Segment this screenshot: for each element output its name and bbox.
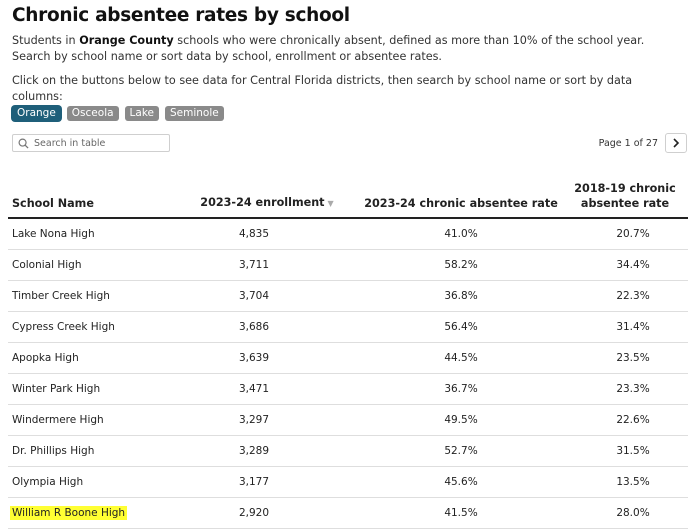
next-page-button[interactable] bbox=[665, 133, 687, 153]
district-button-osceola[interactable]: Osceola bbox=[67, 106, 119, 121]
instructions: Click on the buttons below to see data for Central Florida districts, then search by school name or sort by data columns: bbox=[12, 74, 633, 103]
cell-enrollment: 3,711 bbox=[174, 250, 360, 281]
search-box bbox=[12, 134, 170, 152]
cell-rate-2023-24: 36.7% bbox=[360, 374, 562, 405]
chevron-right-icon bbox=[672, 138, 680, 148]
cell-rate-2018-19: 28.0% bbox=[562, 498, 688, 529]
district-buttons bbox=[12, 106, 224, 121]
cell-enrollment: 3,289 bbox=[174, 436, 360, 467]
table-row bbox=[8, 405, 688, 436]
cell-enrollment: 4,835 bbox=[174, 218, 360, 250]
cell-rate-2023-24: 56.4% bbox=[360, 312, 562, 343]
cell-rate-2023-24: 41.5% bbox=[360, 498, 562, 529]
cell-school: Cypress Creek High bbox=[8, 312, 174, 343]
cell-enrollment: 3,639 bbox=[174, 343, 360, 374]
highlighted-school-name: William R Boone High bbox=[12, 507, 126, 519]
cell-enrollment: 3,177 bbox=[174, 467, 360, 498]
table-row bbox=[8, 374, 688, 405]
district-button-seminole[interactable]: Seminole bbox=[165, 106, 224, 121]
table-row bbox=[8, 467, 688, 498]
cell-rate-2018-19: 23.3% bbox=[562, 374, 688, 405]
column-header-school[interactable]: School Name bbox=[8, 168, 174, 218]
cell-rate-2018-19: 31.4% bbox=[562, 312, 688, 343]
sort-desc-icon: ▼ bbox=[327, 199, 334, 208]
district-button-orange[interactable]: Orange bbox=[12, 106, 61, 121]
table-row bbox=[8, 218, 688, 250]
table-row bbox=[8, 281, 688, 312]
district-button-lake[interactable]: Lake bbox=[125, 106, 159, 121]
cell-rate-2018-19: 13.5% bbox=[562, 467, 688, 498]
page-title: Chronic absentee rates by school bbox=[12, 5, 350, 26]
page-indicator: Page 1 of 27 bbox=[598, 137, 658, 149]
cell-rate-2023-24: 52.7% bbox=[360, 436, 562, 467]
cell-rate-2018-19: 22.6% bbox=[562, 405, 688, 436]
cell-rate-2018-19: 23.5% bbox=[562, 343, 688, 374]
description-text: Students in bbox=[12, 34, 80, 47]
column-header-rate-2023-24[interactable]: 2023-24 chronic absentee rate bbox=[360, 168, 562, 218]
cell-enrollment: 3,704 bbox=[174, 281, 360, 312]
search-input[interactable] bbox=[34, 138, 164, 149]
cell-school: Olympia High bbox=[8, 467, 174, 498]
cell-rate-2018-19: 22.3% bbox=[562, 281, 688, 312]
cell-rate-2018-19: 31.5% bbox=[562, 436, 688, 467]
table-row bbox=[8, 312, 688, 343]
cell-rate-2023-24: 45.6% bbox=[360, 467, 562, 498]
cell-school: Windermere High bbox=[8, 405, 174, 436]
schools-table bbox=[8, 168, 688, 529]
cell-school bbox=[8, 498, 174, 529]
cell-rate-2023-24: 58.2% bbox=[360, 250, 562, 281]
cell-enrollment: 3,686 bbox=[174, 312, 360, 343]
cell-enrollment: 3,471 bbox=[174, 374, 360, 405]
table-row bbox=[8, 250, 688, 281]
cell-enrollment: 2,920 bbox=[174, 498, 360, 529]
table-body bbox=[8, 218, 688, 529]
cell-school: Timber Creek High bbox=[8, 281, 174, 312]
cell-school: Winter Park High bbox=[8, 374, 174, 405]
table-row-highlighted bbox=[8, 498, 688, 529]
cell-school: Lake Nona High bbox=[8, 218, 174, 250]
cell-school: Apopka High bbox=[8, 343, 174, 374]
cell-school: Colonial High bbox=[8, 250, 174, 281]
pagination bbox=[599, 133, 687, 153]
cell-enrollment: 3,297 bbox=[174, 405, 360, 436]
cell-rate-2023-24: 49.5% bbox=[360, 405, 562, 436]
cell-rate-2018-19: 34.4% bbox=[562, 250, 688, 281]
county-name: Orange County bbox=[79, 34, 174, 47]
column-header-rate-2018-19[interactable]: 2018-19 chronic absentee rate bbox=[562, 168, 688, 218]
cell-school: Dr. Phillips High bbox=[8, 436, 174, 467]
cell-rate-2018-19: 20.7% bbox=[562, 218, 688, 250]
column-header-enrollment[interactable]: 2023-24 enrollment ▼ bbox=[174, 168, 360, 218]
cell-rate-2023-24: 36.8% bbox=[360, 281, 562, 312]
cell-rate-2023-24: 41.0% bbox=[360, 218, 562, 250]
table-row bbox=[8, 343, 688, 374]
cell-rate-2023-24: 44.5% bbox=[360, 343, 562, 374]
table-header-row bbox=[8, 168, 688, 218]
description-text-rest: schools who were chronically absent, defined as more than 10% of the school year. Search by school name or sort data by school, enrollment or absentee rates. bbox=[12, 34, 645, 63]
table-row bbox=[8, 436, 688, 467]
description bbox=[12, 33, 684, 65]
search-icon bbox=[18, 138, 29, 149]
